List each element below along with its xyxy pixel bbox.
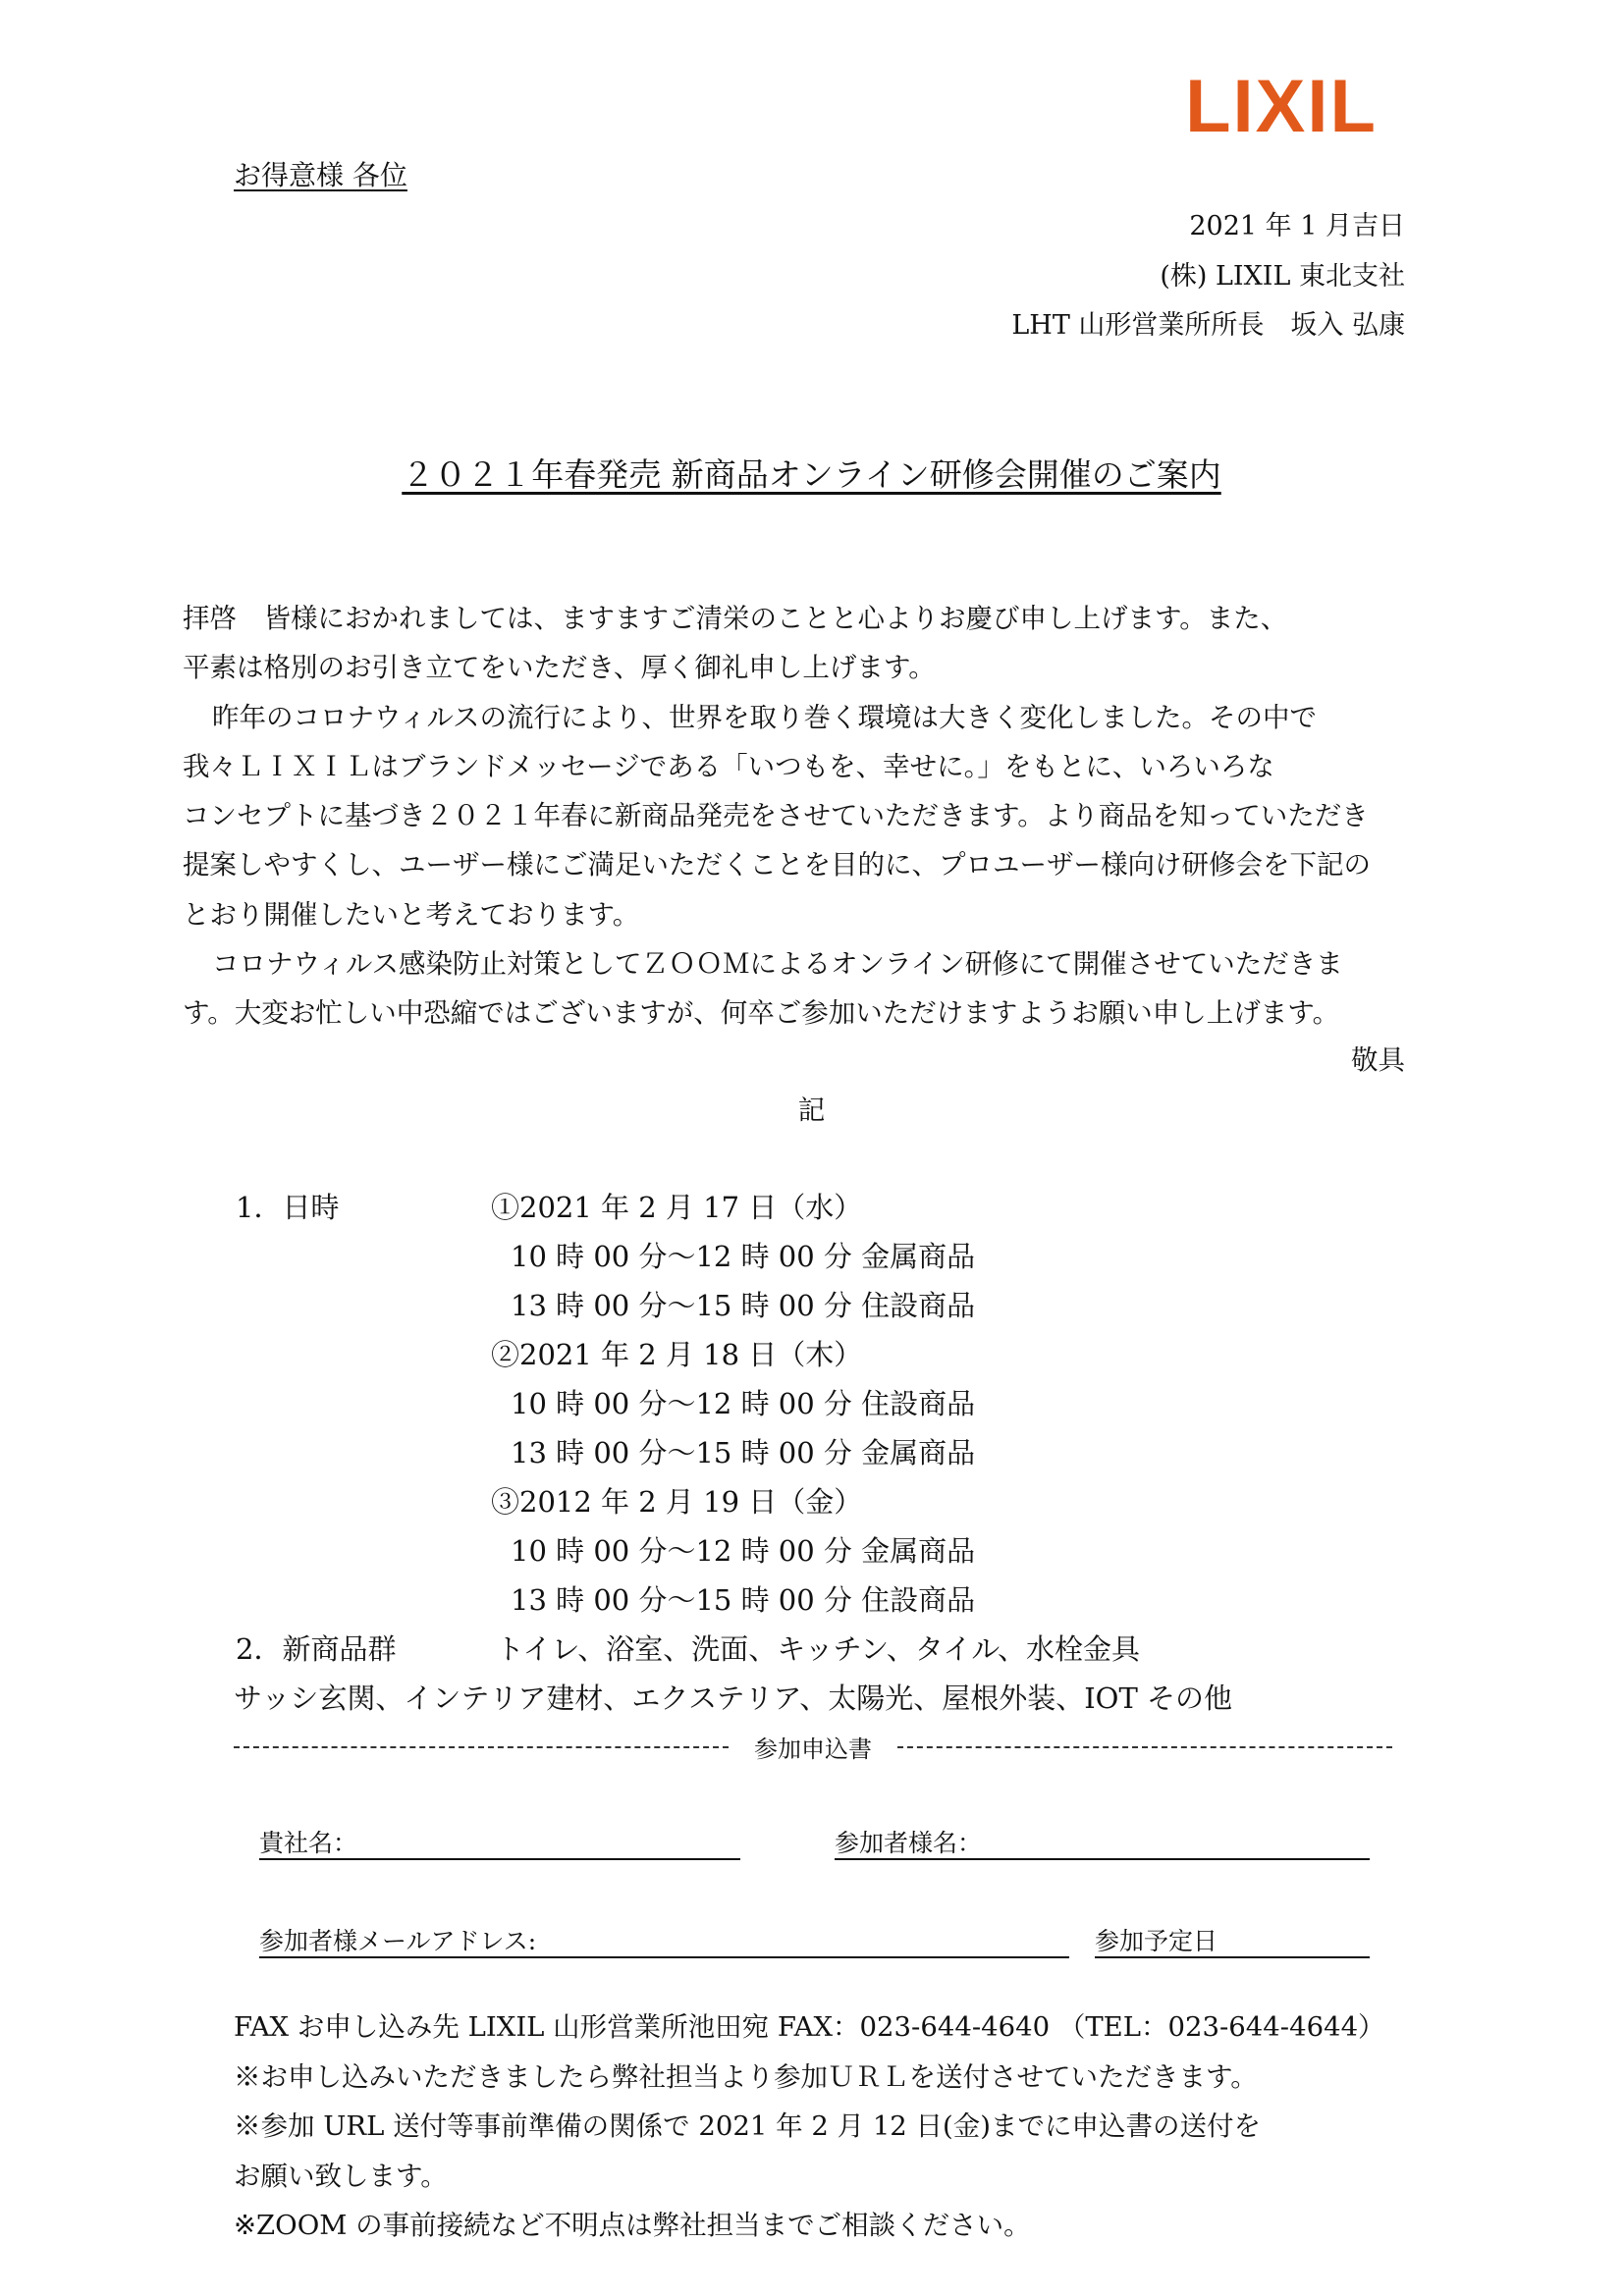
- lixil-logo-text: LIXIL: [1185, 67, 1378, 145]
- form-divider: [234, 1730, 1392, 1764]
- sender-person: LHT 山形営業所所長 坂入 弘康: [1011, 310, 1405, 341]
- body-line: 提案しやすくし、ユーザー様にご満足いただくことを目的に、プロユーザー様向け研修会を下記の: [183, 849, 1371, 881]
- schedule-session: 13 時 00 分～15 時 00 分 住設商品: [511, 1289, 976, 1322]
- planned-date-field[interactable]: [1095, 1956, 1370, 1958]
- body-line: 拝啓 皆様におかれましては、ますますご清栄のことと心よりお慶び申し上げます。また、: [183, 603, 1288, 634]
- company-name-field[interactable]: [259, 1858, 740, 1860]
- products-line-2: サッシ玄関、インテリア建材、エクステリア、太陽光、屋根外装、IOT その他: [234, 1682, 1233, 1715]
- attendee-name-field[interactable]: [835, 1858, 1370, 1860]
- dashed-line-left: [234, 1746, 729, 1748]
- notes-block: [234, 2002, 1385, 2251]
- schedule-label: 1．日時: [236, 1191, 340, 1224]
- document-title: ２０２１年春発売 新商品オンライン研修会開催のご案内: [402, 455, 1221, 494]
- note-line: お願い致します。: [234, 2160, 448, 2192]
- schedule-session: 10 時 00 分～12 時 00 分 住設商品: [511, 1387, 976, 1420]
- schedule-day-3: ③2012 年 2 月 19 日（金）: [491, 1485, 863, 1519]
- planned-date-label: 参加予定日: [1095, 1927, 1218, 1955]
- sender-company: (株) LIXIL 東北支社: [1160, 261, 1405, 292]
- products-label: 2．新商品群: [236, 1632, 397, 1666]
- addressee: お得意様 各位: [234, 159, 407, 191]
- body-line: 我々ＬＩＸＩＬはブランドメッセージである「いつもを、幸せに。」をもとに、いろいろな: [183, 750, 1274, 782]
- note-line: ※参加 URL 送付等事前準備の関係で 2021 年 2 月 12 日(金)までに申込書の送付を: [234, 2110, 1262, 2142]
- issue-date: 2021 年 1 月吉日: [1189, 211, 1405, 241]
- closing-keigu: 敬具: [1351, 1044, 1405, 1076]
- products-line-1: トイレ、浴室、洗面、キッチン、タイル、水栓金具: [496, 1632, 1140, 1666]
- body-line: 平素は格別のお引き立てをいただき、厚く御礼申し上げます。: [183, 652, 936, 684]
- body-line: す。大変お忙しい中恐縮ではございますが、何卒ご参加いただけますようお願い申し上げます。: [183, 997, 1340, 1030]
- schedule-session: 10 時 00 分～12 時 00 分 金属商品: [511, 1534, 976, 1568]
- schedule-session: 13 時 00 分～15 時 00 分 住設商品: [511, 1583, 976, 1617]
- body-line: コンセプトに基づき２０２１年春に新商品発売をさせていただきます。より商品を知っていただき: [183, 800, 1369, 832]
- attendee-name-label: 参加者様名：: [835, 1829, 983, 1857]
- schedule-session: 13 時 00 分～15 時 00 分 金属商品: [511, 1436, 976, 1469]
- lixil-logo: [1163, 67, 1399, 145]
- schedule-session: 10 時 00 分～12 時 00 分 金属商品: [511, 1240, 976, 1273]
- ki-marker: 記: [797, 1095, 826, 1126]
- form-heading: 参加申込書: [754, 1735, 872, 1763]
- email-label: 参加者様メールアドレス:: [259, 1927, 537, 1955]
- company-name-label: 貴社名：: [259, 1829, 358, 1857]
- body-line: とおり開催したいと考えております。: [183, 898, 640, 931]
- fax-contact: FAX お申し込み先 LIXIL 山形営業所池田宛 FAX：023-644-4640 （TEL：023-644-4644）: [234, 2011, 1385, 2043]
- note-line: ※ZOOM の事前接続など不明点は弊社担当までご相談ください。: [234, 2210, 1031, 2241]
- schedule-day-1: ①2021 年 2 月 17 日（水）: [491, 1191, 863, 1224]
- body-line: 昨年のコロナウィルスの流行により、世界を取り巻く環境は大きく変化しました。その中で: [212, 701, 1318, 733]
- schedule-day-2: ②2021 年 2 月 18 日（木）: [491, 1338, 863, 1371]
- body-line: コロナウィルス感染防止対策としてＺＯＯＭによるオンライン研修にて開催させていただきま: [212, 948, 1343, 981]
- letter-body: [183, 594, 1449, 1039]
- email-field[interactable]: [259, 1956, 1069, 1958]
- note-line: ※お申し込みいただきましたら弊社担当より参加ＵＲＬを送付させていただきます。: [234, 2060, 1258, 2093]
- dashed-line-right: [897, 1746, 1392, 1748]
